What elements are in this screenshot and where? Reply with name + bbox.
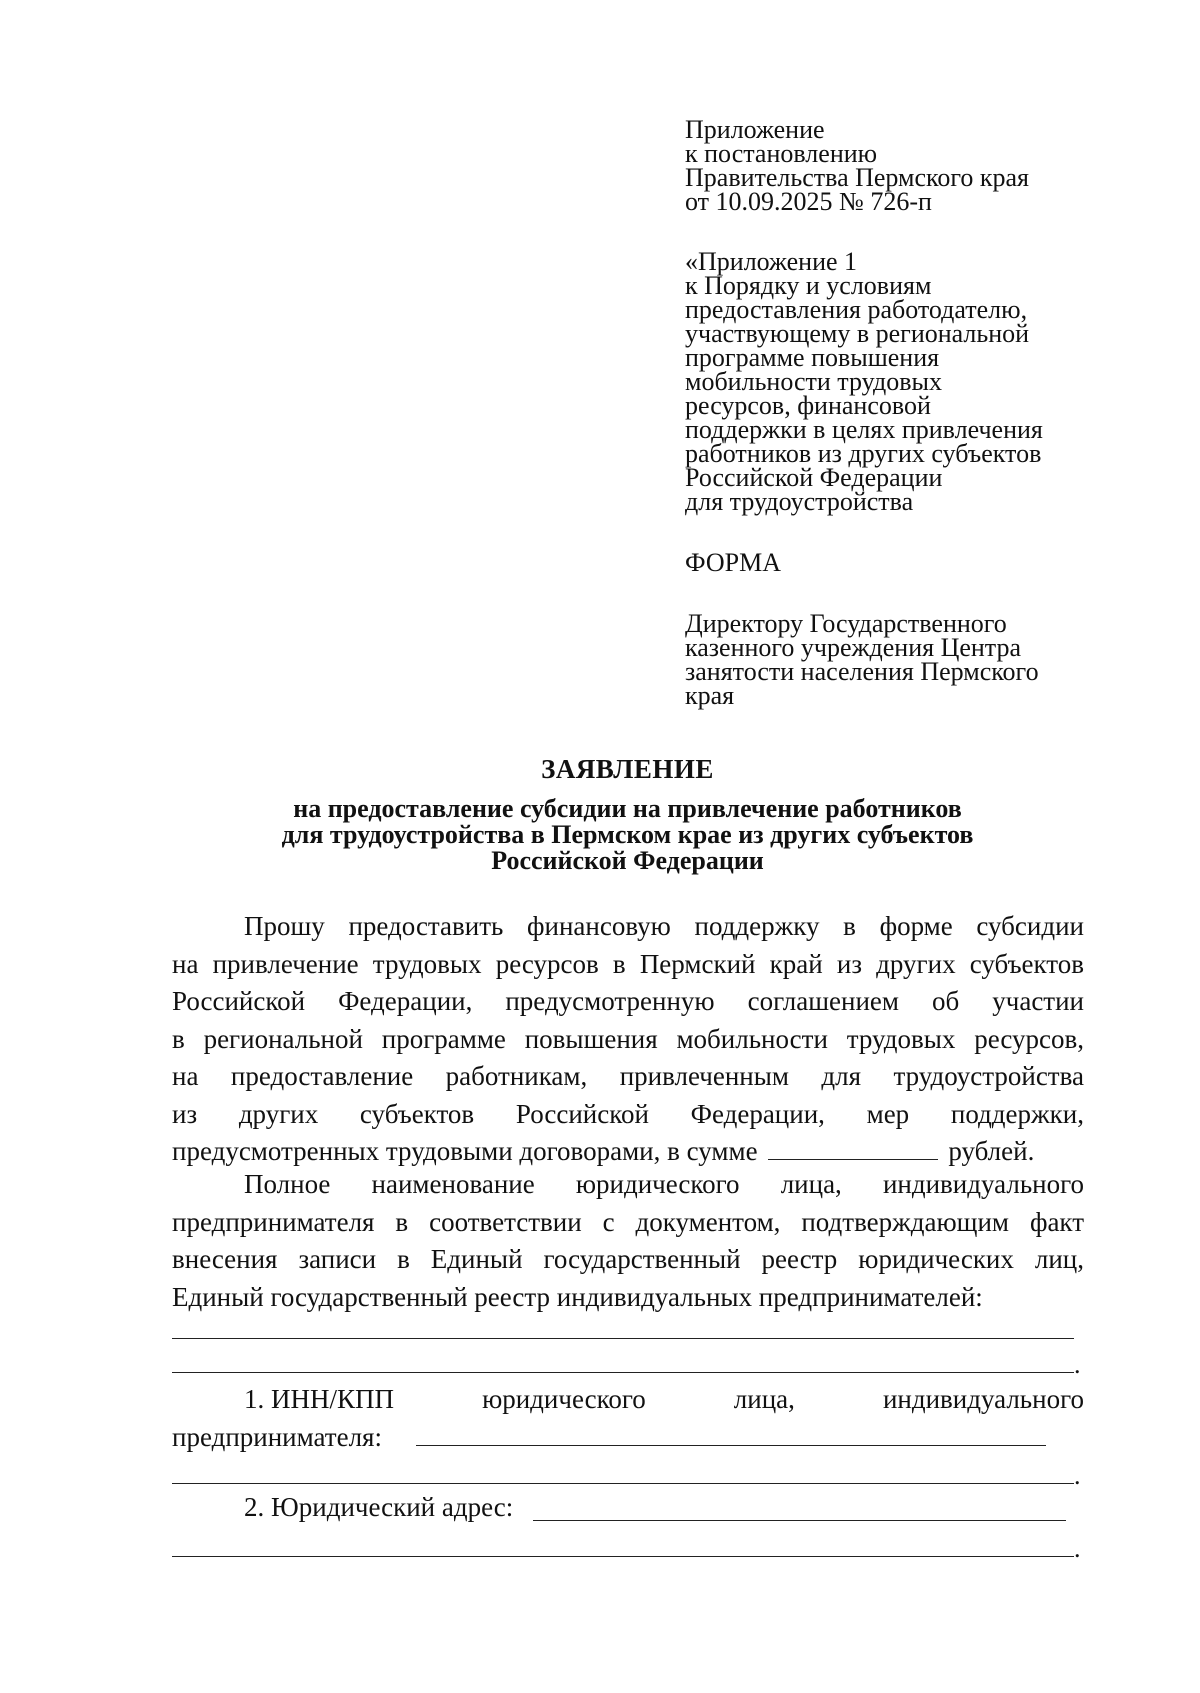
paragraph-line: из других субъектов Российской Федерации, мер поддержки, [172, 1098, 1084, 1129]
addressee-line: казенного учреждения Центра [685, 633, 1022, 662]
fullname-blank-line[interactable] [172, 1338, 1074, 1339]
paragraph-line: в региональной программе повышения мобильности трудовых ресурсов, [172, 1023, 1084, 1054]
line-end-period: . [1074, 1350, 1081, 1379]
amount-prefix: предусмотренных трудовыми договорами, в сумме [172, 1136, 758, 1166]
attachment-line: к постановлению [685, 139, 878, 168]
paragraph-line: Прошу предоставить финансовую поддержку в форме субсидии [244, 911, 1084, 941]
document-subtitle-line: на предоставление субсидии на привлечение работников [293, 794, 962, 823]
inn-word: индивидуального [882, 1384, 1084, 1414]
order-attachment-line: для трудоустройства [685, 487, 914, 516]
order-attachment-line: программе повышения [685, 343, 940, 372]
paragraph-line: Российской Федерации, предусмотренную соглашением об участии [172, 986, 1084, 1016]
inn-label-second-line: предпринимателя: [172, 1422, 382, 1452]
document-title-block [170, 754, 1085, 874]
document-subtitle-line: Российской Федерации [491, 846, 764, 875]
document-subtitle-line: для трудоустройства в Пермском крае из других субъектов [281, 820, 974, 849]
amount-line [172, 1133, 1084, 1171]
order-attachment-line: участвующему в региональной [685, 319, 1030, 348]
inn-item [172, 1381, 1084, 1419]
addressee-block [685, 609, 1105, 710]
document-title: ЗАЯВЛЕНИЕ [541, 754, 714, 784]
inn-word: 1. ИНН/КПП [244, 1384, 395, 1414]
order-attachment-line: Российской Федерации [685, 463, 943, 492]
paragraph-line: на предоставление работникам, привлеченным для трудоустройства [172, 1061, 1084, 1091]
address-label: 2. Юридический адрес: [244, 1492, 514, 1522]
attachment-header [685, 115, 1105, 216]
order-attachment-line: к Порядку и условиям [685, 271, 932, 300]
attachment-line: от 10.09.2025 № 726-п [685, 187, 932, 216]
inn-blank-line[interactable] [172, 1483, 1074, 1484]
paragraph-line: Полное наименование юридического лица, индивидуального [244, 1169, 1084, 1199]
inn-word: юридического [482, 1384, 646, 1414]
attachment-line: Приложение [685, 115, 825, 144]
addressee-line: Директору Государственного [685, 609, 1007, 638]
paragraph-line: на привлечение трудовых ресурсов в Пермский край из других субъектов [172, 948, 1084, 979]
attachment-line: Правительства Пермского края [685, 163, 1029, 192]
addressee-line: занятости населения Пермского [685, 657, 1039, 686]
request-paragraph [172, 908, 1084, 1171]
inn-blank-line[interactable] [416, 1445, 1046, 1446]
paragraph-line: Единый государственный реестр индивидуальных предпринимателей: [172, 1281, 983, 1312]
address-blank-line[interactable] [533, 1520, 1066, 1521]
fullname-paragraph [172, 1166, 1084, 1316]
order-attachment-line: ресурсов, финансовой [685, 391, 931, 420]
fullname-blank-line[interactable] [172, 1372, 1074, 1373]
line-end-period: . [1074, 1534, 1081, 1563]
order-attachment-line: поддержки в целях привлечения [685, 415, 1043, 444]
order-attachment-line: мобильности трудовых [685, 367, 942, 396]
line-end-period: . [1074, 1461, 1081, 1490]
document-subtitle [170, 796, 1085, 874]
address-blank-line[interactable] [172, 1556, 1074, 1557]
addressee-line: края [685, 681, 735, 710]
paragraph-line: предпринимателя в соответствии с документом, подтверждающим факт [172, 1206, 1084, 1237]
order-attachment-line: «Приложение 1 [685, 247, 858, 276]
form-label-text: ФОРМА [685, 548, 781, 577]
form-label [685, 548, 1105, 577]
order-attachment-line: работников из других субъектов [685, 439, 1042, 468]
amount-blank-field[interactable] [768, 1137, 938, 1160]
order-attachment-header [685, 247, 1105, 516]
order-attachment-line: предоставления работодателю, [685, 295, 1028, 324]
inn-word: лица, [733, 1384, 795, 1414]
amount-suffix: рублей. [948, 1136, 1035, 1166]
paragraph-line: внесения записи в Единый государственный реестр юридических лиц, [172, 1244, 1084, 1274]
